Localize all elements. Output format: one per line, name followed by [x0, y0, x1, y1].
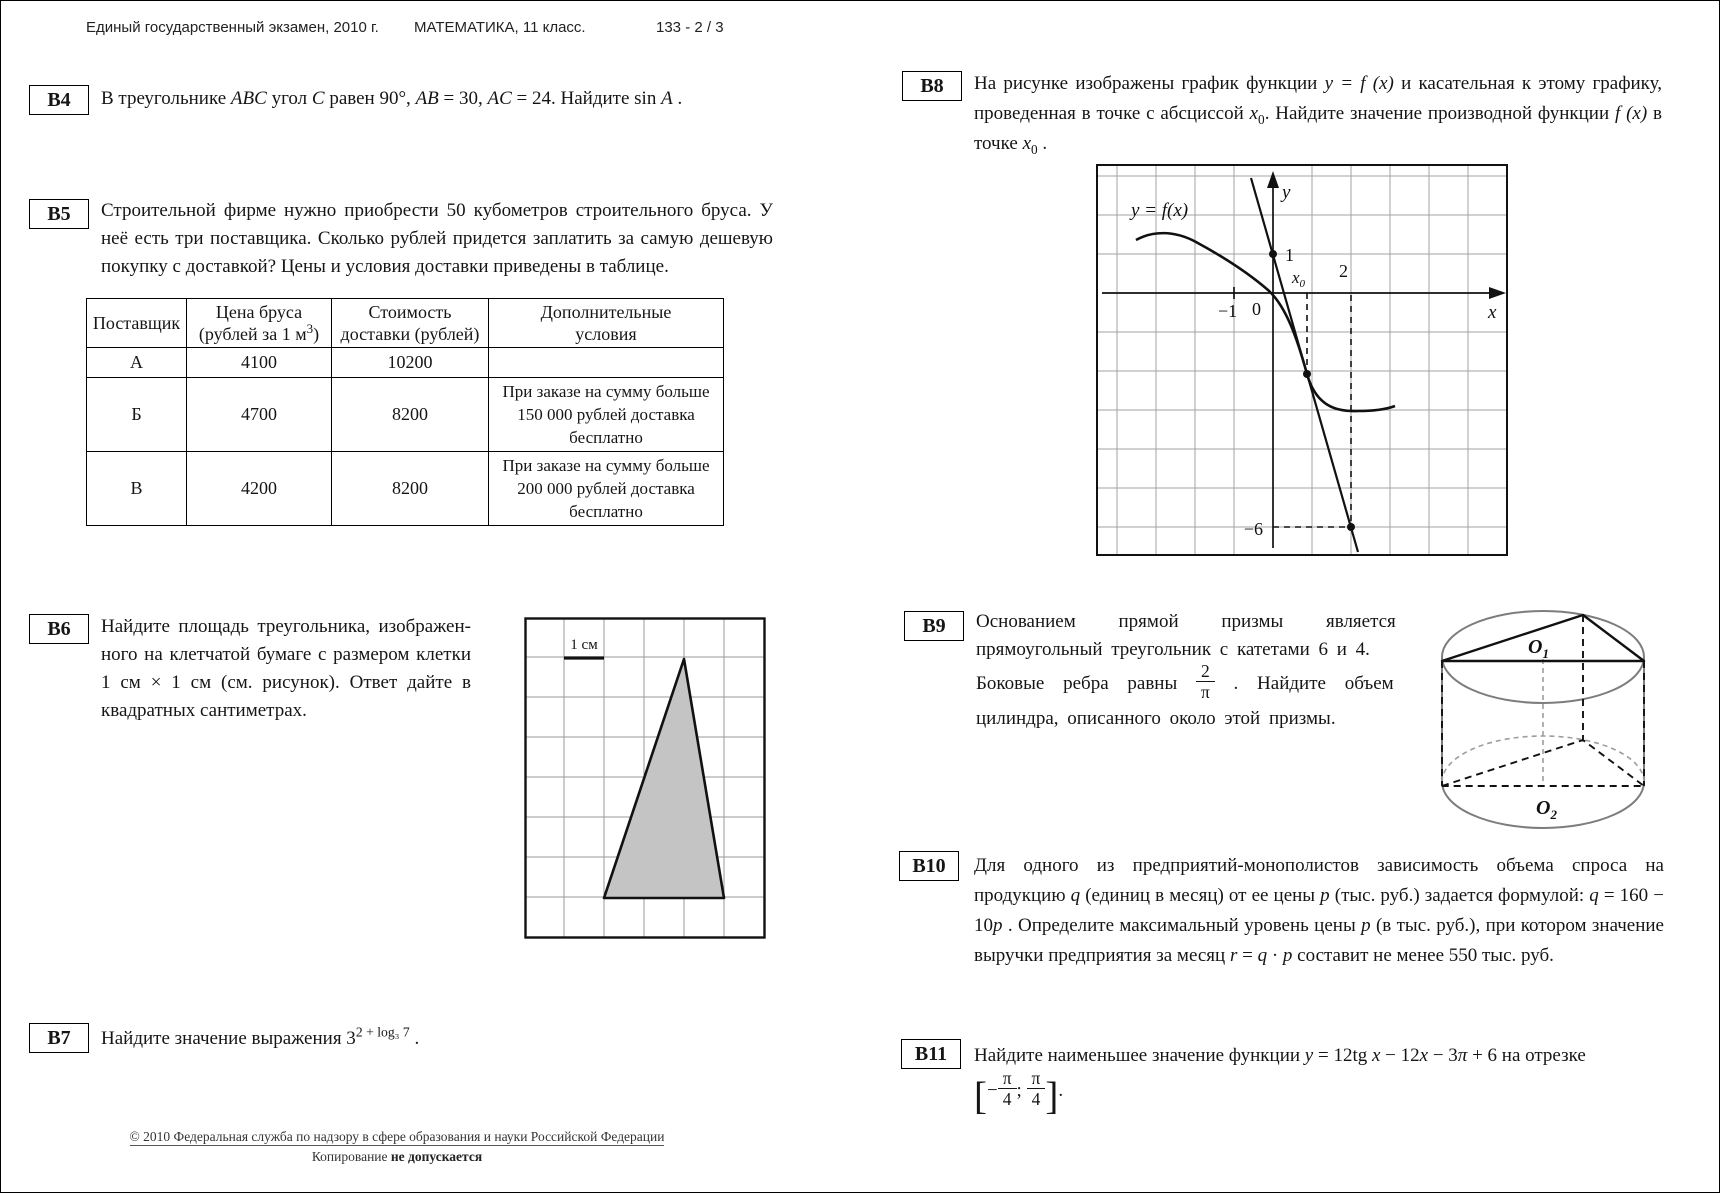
problem-b6-text: Найдите площадь треугольника, изображен-ного на клетчатой бумаге с размером клетки 1 см × 1 см (см. рисунок). Ответ дайте в квадратных сантиметрах. [101, 616, 471, 721]
problem-b5-label: В5 [29, 199, 89, 229]
problem-b7-label: В7 [29, 1023, 89, 1053]
b9-label-o2: $O_2$ [1536, 797, 1557, 822]
problem-b8-label: В8 [902, 71, 962, 101]
problem-b8-text: На рисунке изображены график функции y = f (x) и касательная к этому графику, проведенная в точке с абсциссой $x_0$. Найдите значение производной функции f (x) в точке $x_0$ . [974, 73, 1662, 157]
header-page-number: 133 - 2 / 3 [656, 19, 724, 36]
b5-row-v-delivery: 8200 [332, 452, 489, 526]
header-subject: МАТЕМАТИКА, 11 класс. [414, 19, 586, 36]
b8-function-curve [1136, 233, 1395, 411]
b5-row-a [87, 348, 724, 378]
problem-b4-label: В4 [29, 85, 89, 115]
b5-row-v-price: 4200 [187, 452, 332, 526]
footer-copyright: © 2010 Федеральная служба по надзору в сфере образования и науки Российской Федерации [129, 1129, 665, 1144]
b8-tangent-line [1251, 178, 1358, 552]
problem-b6-label: В6 [29, 614, 89, 644]
b8-axes [1102, 184, 1494, 548]
problem-b10-label: В10 [899, 851, 959, 881]
b8-label-zero: 0 [1252, 299, 1261, 319]
x-axis-arrow-icon [1489, 287, 1506, 299]
b5-row-b-conditions: При заказе на сумму больше 150 000 рублей доставка бесплатно [489, 378, 724, 452]
b8-curve-label: y = f(x) [1131, 200, 1189, 221]
b9-label-o1: $O_1$ [1528, 636, 1549, 661]
y-axis-arrow-icon [1267, 171, 1279, 188]
problem-b5-text: Строительной фирме нужно приобрести 50 кубометров строительного бруса. У неё есть три поставщика. Сколько рублей придется заплатить за самую дешевую покупку с доставкой? Цены и условия доставки приведены в таблице. [101, 200, 773, 277]
b9-cylinder-figure [1438, 601, 1713, 846]
b8-label-one: 1 [1285, 245, 1294, 265]
b8-x-axis-label: x [1488, 302, 1497, 323]
b5-row-a-price: 4100 [187, 348, 332, 378]
b8-label-two: 2 [1339, 261, 1348, 281]
b8-label-minus-six: −6 [1243, 519, 1263, 539]
footer-copy-notice: Копирование не допускается [311, 1149, 483, 1164]
b5-row-a-supplier: А [87, 348, 187, 378]
problem-b7-text: Найдите значение выражения $3^{2 + log_3 7}$ . [101, 1024, 420, 1049]
b8-graph-figure [1096, 164, 1508, 556]
b5-row-b-supplier: Б [87, 378, 187, 452]
b5-row-v-conditions: При заказе на сумму больше 200 000 рублей доставка бесплатно [489, 452, 724, 526]
problem-b9-text: Основанием прямой призмы является прямоугольный треугольник с катетами 6 и 4. Боковые ребра равны $\frac{2}{\pi}$ . Найдите объем цилиндра, описанного около этой призмы. [976, 611, 1396, 730]
b5-row-v-supplier: В [87, 452, 187, 526]
b5-header-price: Цена бруса (рублей за 1 $м^3$) [187, 299, 332, 348]
b6-shaded-triangle [604, 659, 724, 898]
problem-b10-text: Для одного из предприятий-монополистов зависимость объема спроса на продукцию q (единиц в месяц) от ее цены p (тыс. руб.) задается формулой: q = 160 − 10p . Определите максимальный уровень цены p (в тыс. руб.), при котором значение выручки предприятия за месяц r = q · p составит не менее 550 тыс. руб. [974, 855, 1664, 966]
b9-cylinder [1442, 611, 1644, 828]
b8-y-axis-label: y [1282, 182, 1291, 203]
b5-header-supplier: Поставщик [87, 299, 187, 348]
b5-suppliers-table [86, 298, 724, 526]
problem-b9-label: В9 [904, 611, 964, 641]
b6-scale-label: 1 см [570, 637, 598, 653]
header-exam-title: Единый государственный экзамен, 2010 г. [86, 19, 379, 36]
page-footer [101, 1127, 693, 1167]
b5-row-b [87, 378, 724, 452]
b5-header-conditions: Дополнительные условия [489, 299, 724, 348]
problem-b11-label: В11 [901, 1039, 961, 1069]
problem-b11-text: Найдите наименьшее значение функции y = 12tg x − 12x − 3π + 6 на отрезке [− $\frac{\pi}{4}$ ; $\frac{\pi}{4}$ ]. [974, 1045, 1586, 1118]
problem-b4-text: В треугольнике ABC угол C равен 90°, AB = 30, AC = 24. Найдите sin A . [101, 88, 683, 109]
b5-table-wrap [86, 298, 724, 526]
b8-label-x0: $x_0$ [1292, 268, 1306, 290]
b5-row-v [87, 452, 724, 526]
b8-label-minus-one: −1 [1218, 301, 1238, 321]
b6-grid-triangle-figure [524, 617, 766, 939]
b5-row-a-delivery: 10200 [332, 348, 489, 378]
b5-row-a-conditions [489, 348, 724, 378]
b5-header-delivery: Стоимость доставки (рублей) [332, 299, 489, 348]
b5-row-b-delivery: 8200 [332, 378, 489, 452]
b5-row-b-price: 4700 [187, 378, 332, 452]
